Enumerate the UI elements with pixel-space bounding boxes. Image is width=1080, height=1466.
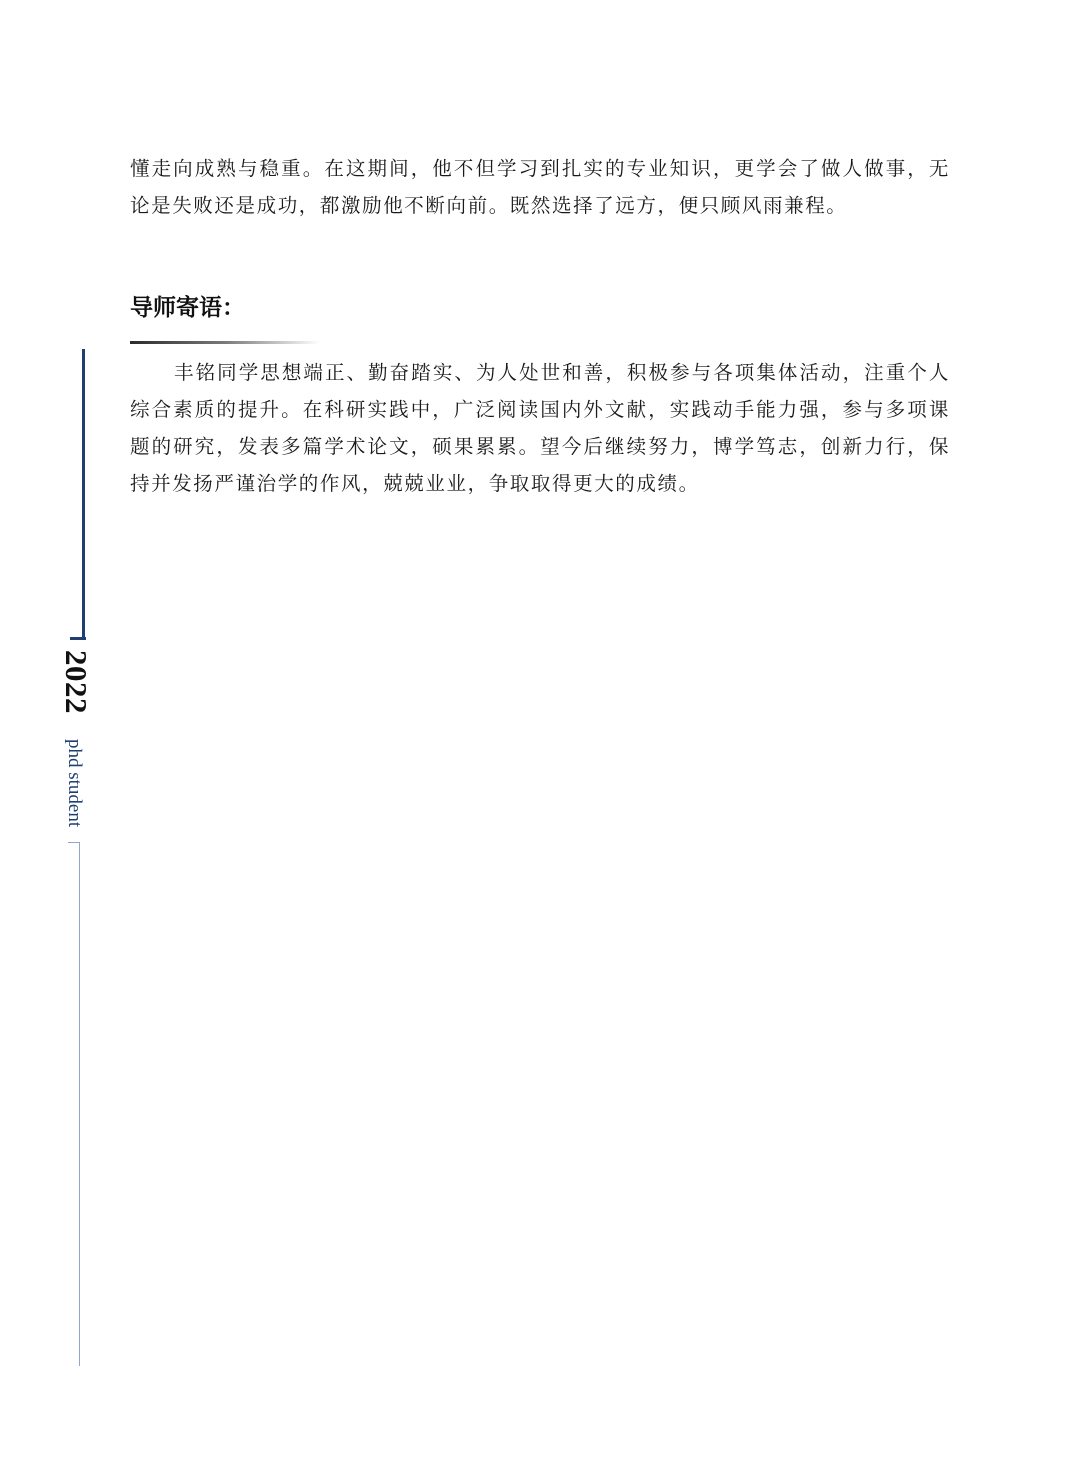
side-rule-light [79, 842, 80, 1366]
side-subtitle-label: phd student [64, 739, 85, 828]
intro-paragraph: 懂走向成熟与稳重。在这期间，他不但学习到扎实的专业知识，更学会了做人做事，无论是失败还是成功，都激励他不断向前。既然选择了远方，便只顾风雨兼程。 [130, 157, 950, 217]
advisor-heading: 导师寄语： [130, 295, 245, 321]
side-rule-tick [70, 637, 86, 640]
side-year-label: 2022 [59, 650, 94, 714]
heading-underline [130, 341, 320, 344]
advisor-paragraph: 丰铭同学思想端正、勤奋踏实、为人处世和善，积极参与各项集体活动，注重个人综合素质的提升。在科研实践中，广泛阅读国内外文献，实践动手能力强，参与多项课题的研究，发表多篇学术论文，硕果累累。望今后继续努力，博学笃志，创新力行，保持并发扬严谨治学的作风，兢兢业业，争取取得更大的成绩。 [130, 361, 950, 495]
side-rule-dark [82, 349, 85, 640]
